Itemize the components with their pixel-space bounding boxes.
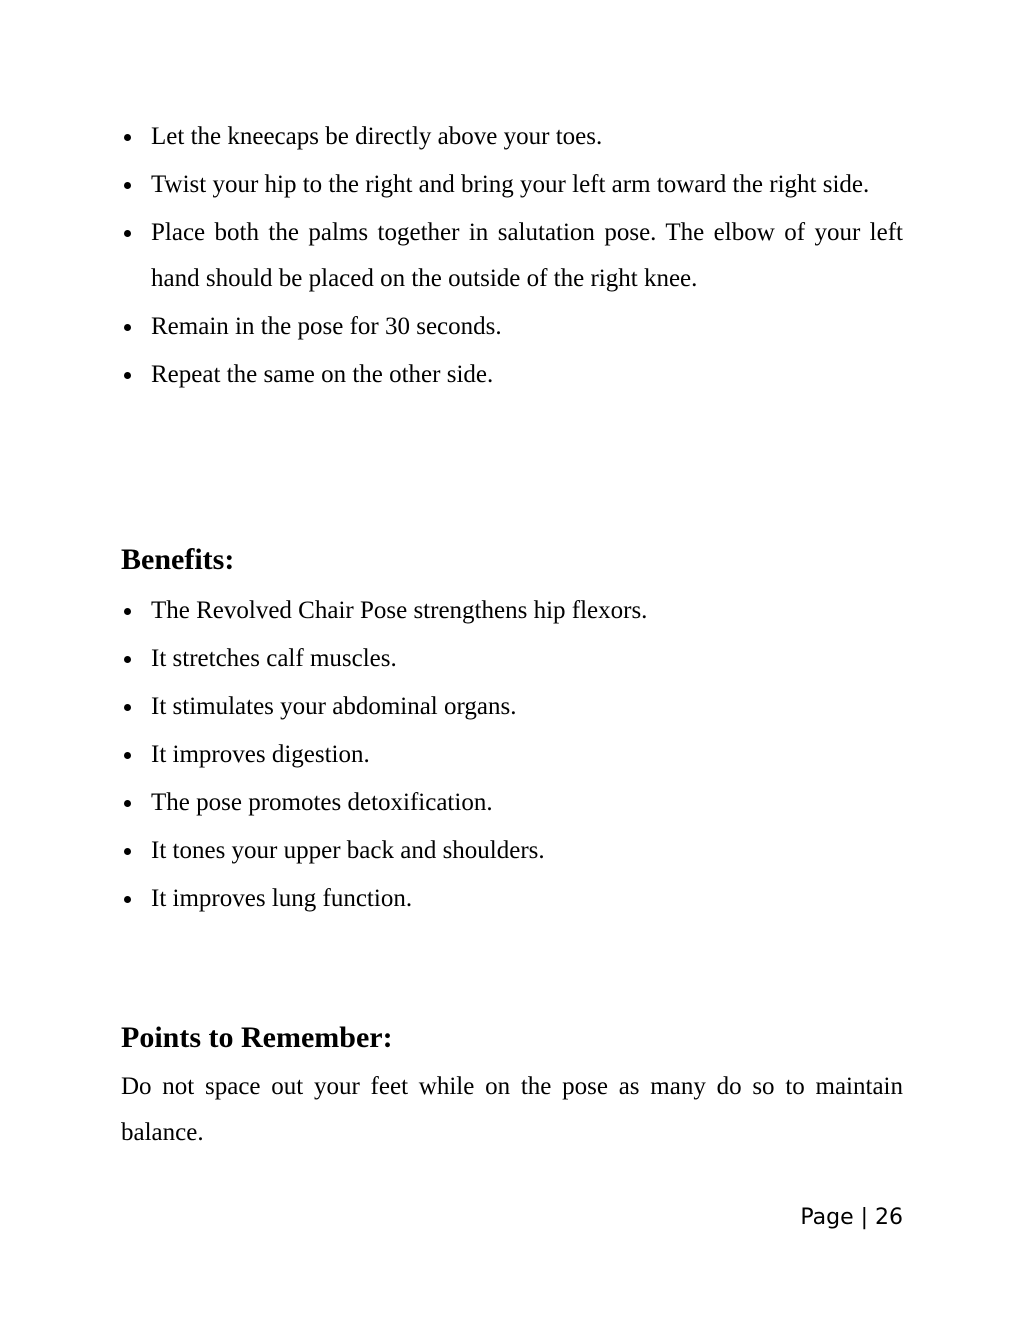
list-item-text: Place both the palms together in salutation pose. The elbow of your left hand should be placed on the outside of the right knee.: [151, 219, 903, 292]
list-item-text: It stimulates your abdominal organs.: [151, 693, 517, 720]
bullet-icon: [124, 800, 131, 807]
list-item: [121, 352, 903, 398]
list-item-text: It improves digestion.: [151, 741, 370, 768]
bullet-icon: [124, 324, 131, 331]
steps-list: [121, 114, 903, 400]
bullet-icon: [124, 608, 131, 615]
list-item: [121, 114, 903, 160]
list-item-text: It improves lung function.: [151, 885, 413, 912]
list-item: [121, 732, 903, 778]
list-item: [121, 162, 903, 208]
list-item: [121, 588, 903, 634]
list-item-text: It stretches calf muscles.: [151, 645, 397, 672]
list-item: [121, 876, 903, 922]
bullet-icon: [124, 182, 131, 189]
list-item-text: It tones your upper back and shoulders.: [151, 837, 545, 864]
bullet-icon: [124, 704, 131, 711]
bullet-icon: [124, 134, 131, 141]
points-to-remember-text: Do not space out your feet while on the pose as many do so to maintain balance.: [121, 1073, 903, 1146]
list-item-text: Repeat the same on the other side.: [151, 361, 494, 388]
list-item-text: The pose promotes detoxification.: [151, 789, 493, 816]
bullet-icon: [124, 848, 131, 855]
page-number: Page | 26: [800, 1205, 903, 1230]
list-item: [121, 780, 903, 826]
list-item-text: Let the kneecaps be directly above your toes.: [151, 123, 603, 150]
list-item: [121, 684, 903, 730]
bullet-icon: [124, 372, 131, 379]
benefits-list: [121, 588, 903, 924]
bullet-icon: [124, 230, 131, 237]
points-to-remember-heading: Points to Remember:: [121, 1021, 393, 1054]
bullet-icon: [124, 896, 131, 903]
list-item: [121, 304, 903, 350]
list-item: [121, 210, 903, 302]
list-item-text: The Revolved Chair Pose strengthens hip flexors.: [151, 597, 648, 624]
benefits-heading: Benefits:: [121, 543, 235, 576]
bullet-icon: [124, 752, 131, 759]
list-item-text: Twist your hip to the right and bring your left arm toward the right side.: [151, 171, 870, 198]
list-item: [121, 828, 903, 874]
list-item: [121, 636, 903, 682]
list-item-text: Remain in the pose for 30 seconds.: [151, 313, 502, 340]
bullet-icon: [124, 656, 131, 663]
